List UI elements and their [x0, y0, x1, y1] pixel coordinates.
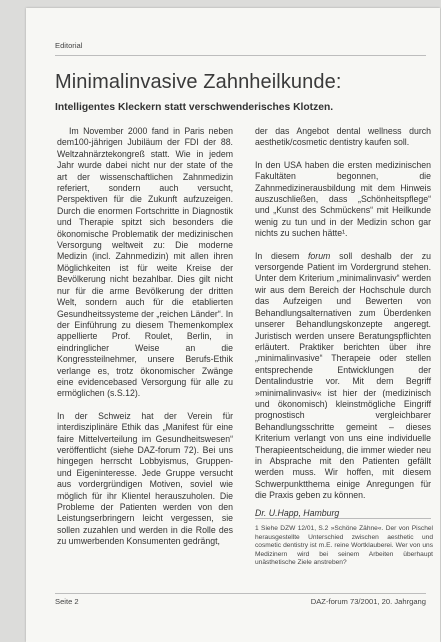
forum-emphasis: forum [307, 250, 331, 261]
issue-info: DAZ-forum 73/2001, 20. Jahrgang [310, 597, 426, 606]
right-column [255, 126, 431, 519]
magazine-page [26, 8, 440, 642]
body-paragraph: In der Schweiz hat der Verein für interdisziplinäre Ethik das „Manifest für eine faire Mittelverteilung im Gesundheitswesen“ veröffentlicht (siehe DAZ-forum 72). Bei uns hingegen herrscht Lobbyismus, Gruppen- und Eigeninteresse. Jede Gruppe versucht aus vordergründigen Motiven, soviel wie möglich für ihr Klientel herauszuholen. Die Probleme der Patienten werden von den Leistungserbringern leicht vergessen, sie sollen zuzahlen und werden in die Rolle des zu umwerbenden Konsumenten gedrängt, [57, 410, 233, 547]
paragraph-lead: In diesem [255, 250, 308, 261]
left-column [57, 126, 233, 559]
header-rule [55, 55, 426, 56]
footer-rule [55, 593, 426, 594]
author-signature: Dr. U.Happ, Hamburg [255, 507, 340, 518]
footnote-rule [255, 518, 431, 519]
article-title: Minimalinvasive Zahnheilkunde: [55, 71, 342, 93]
article-subtitle: Intelligentes Kleckern statt verschwenderisches Klotzen. [55, 102, 334, 113]
body-paragraph: der das Angebot dental wellness durch aesthetik/cosmetic dentistry kaufen soll. [255, 126, 431, 148]
footnote: 1 Siehe DZW 12/01, S.2 »Schöne Zähne«. Der von Pischel herausgestellte Unterschied zwischen aesthetic und cosmetic dentistry ist m.E. reine Wortklauberei. Wer von uns Medizinern wird bei seinem Arbeiten überhaupt unästhetische Ziele anstreben? [255, 525, 433, 567]
section-label: Editorial [55, 41, 83, 50]
body-paragraph: Im November 2000 fand in Paris neben dem100-jährigen Jubiläum der FDI der 88. Weltzahnärztekongreß statt. Wie in jedem Jahr wurde dabei nicht nur der state of the art der wissenschaftlichen Zahnmedizin referiert, sondern auch versucht, Perspektiven für die Zukunft aufzuzeigen. Durch die enormen Fortschritte in Diagnostik und Therapie spitzt sich besonders die ökonomische Problematik der medizinischen Versorgung weltweit zu: Die moderne Medizin (incl. Zahnmedizin) mit allen ihren Möglichkeiten ist für weite Kreise der Bevölkerung nicht bezahlbar. Dies gilt nicht nur für die arme Bevölkerung der dritten Welt, sondern auch für die etablierten Gesundheitssysteme der „reichen Länder“. In der Einführung zu diesem Themenkomplex appellierte Prof. Roulet, Berlin, in eindringlicher Weise an die Kongressteilnehmer, unsere Berufs-Ethik verlange es, trotz ökonomischer Zwänge eine evidencebased Versorgung für alle zu ermöglichen (s.S.12). [57, 126, 233, 399]
body-paragraph: In den USA haben die ersten medizinischen Fakultäten begonnen, die Zahnmedizinerausbildung mit dem Hinweis auszuschließen, dass „Schönheitspflege“ und „Kunst des Schmückens“ mit Heilkunde wenig zu tun und in der Medizin schon gar nichts zu suchen hätte¹. [255, 159, 431, 239]
page-number: Seite 2 [55, 597, 79, 606]
body-paragraph [255, 251, 431, 502]
paragraph-text: soll deshalb der zu versorgende Patient im Vordergrund stehen. Unter dem Kriterium „minimalinvasiv“ werden wir aus dem Bereich der Hochschule durch das Aufzeigen und Bewerten von Behandlungsalternativen zum Überdenken unserer Behandlungskonzepte angeregt. Juristisch werden unsere Beratungspflichten erläutert. Praktiker berichten über ihre „minimalinvasive“ Therapeie oder stellen entsprechende Entwicklungen der Dentalindustrie vor. Mit dem Begriff »minimalinvasiv« ist hier der (medizinisch und ökonomisch) kleinstmögliche Eingriff prognostisch vergleichbarer Behandlungsschritte gemeint – dieses Kriterium verlangt von uns eine individuelle Therapieentscheidung, die immer wieder neu in Absprache mit den Patienten gefällt werden muss. Wir hoffen, mit diesem Schwerpunktthema einige Anregungen für die Praxis geben zu können. [255, 250, 431, 501]
